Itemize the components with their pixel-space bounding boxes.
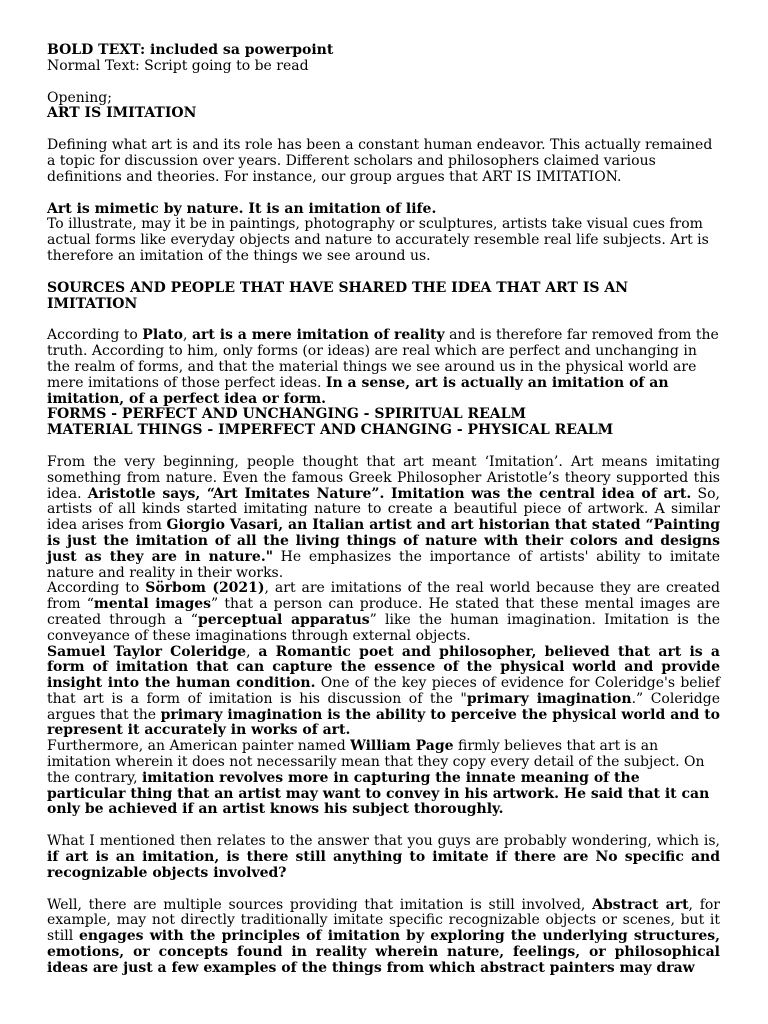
william-page-paragraph: Furthermore, an American painter named William Page firmly believes that art is an imitation wherein it does not necessarily mean that they copy every detail of the subject. On the contrary, imitation revolves more in capturing the innate meaning of the particular thing that an artist may want to convey in his artwork. He said that it can only be achieved if an artist knows his subject thoroughly. bbox=[47, 738, 710, 818]
document-page bbox=[47, 43, 720, 977]
opening-title: ART IS IMITATION bbox=[47, 105, 197, 122]
sources-heading: SOURCES AND PEOPLE THAT HAVE SHARED THE IDEA THAT ART IS AN IMITATION bbox=[47, 279, 629, 312]
mimetic-heading: Art is mimetic by nature. It is an imitation of life. bbox=[47, 200, 437, 217]
abstract-art-paragraph: Well, there are multiple sources providing that imitation is still involved, Abstract art, for example, may not directly traditionally imitate specific recognizable objects or scenes, but it still engages with the principles of imitation by exploring the underlying structures, emotions, or concepts found in reality wherein nature, feelings, or philosophical ideas are just a few examples of the things from which abstract painters may draw bbox=[47, 896, 720, 976]
sorbom-paragraph: According to Sörbom (2021), art are imitations of the real world because they are created from “mental images” that a person can produce. He stated that these mental images are created through a “perceptual apparatus” like the human imagination. Imitation is the conveyance of these imaginations through external objects. bbox=[47, 580, 720, 644]
mimetic-paragraph: To illustrate, may it be in paintings, photography or sculptures, artists take visual cues from actual forms like everyday objects and nature to accurately resemble real life subjects. Art is therefore an imitation of the things we see around us. bbox=[47, 216, 709, 264]
plato-paragraph: According to Plato, art is a mere imitation of reality and is therefore far removed from the truth. According to him, only forms (or ideas) are real which are perfect and unchanging in the realm of forms, and that the material things we see around us in the physical world are mere imitations of those perfect ideas. In a sense, art is actually an imitation of an imitation, of a perfect idea or form. bbox=[47, 327, 719, 407]
aristotle-paragraph: From the very beginning, people thought that art meant ‘Imitation’. Art means imitating something from nature. Even the famous Greek Philosopher Aristotle’s theory supported this idea. Aristotle says, “Art Imitates Nature”. Imitation was the central idea of art. So, artists of all kinds started imitating nature to create a beautiful piece of artwork. A similar idea arises from Giorgio Vasari, an Italian artist and art historian that stated “Painting is just the imitation of all the living things of nature with their colors and designs just as they are in nature." He emphasizes the importance of artists' ability to imitate nature and reality in their works. bbox=[47, 453, 721, 581]
forms-line: FORMS - PERFECT AND UNCHANGING - SPIRITUAL REALM bbox=[47, 406, 526, 423]
opening-label: Opening; bbox=[47, 89, 112, 106]
legend-normal-line: Normal Text: Script going to be read bbox=[47, 57, 309, 74]
coleridge-paragraph: Samuel Taylor Coleridge, a Romantic poet and philosopher, believed that art is a form of imitation that can capture the essence of the physical world and provide insight into the human condition. One of the key pieces of evidence for Coleridge's belief that art is a form of imitation is his discussion of the "primary imagination.” Coleridge argues that the primary imagination is the ability to perceive the physical world and to represent it accurately in works of art. bbox=[47, 643, 720, 739]
material-line: MATERIAL THINGS - IMPERFECT AND CHANGING - PHYSICAL REALM bbox=[47, 422, 614, 439]
intro-paragraph: Defining what art is and its role has been a constant human endeavor. This actually remained a topic for discussion over years. Different scholars and philosophers claimed various definitions and theories. For instance, our group argues that ART IS IMITATION. bbox=[47, 137, 713, 185]
question-paragraph: What I mentioned then relates to the answer that you guys are probably wondering, which is, if art is an imitation, is there still anything to imitate if there are No specific and recognizable objects involved? bbox=[47, 833, 720, 881]
legend-bold-line: BOLD TEXT: included sa powerpoint bbox=[47, 42, 334, 58]
